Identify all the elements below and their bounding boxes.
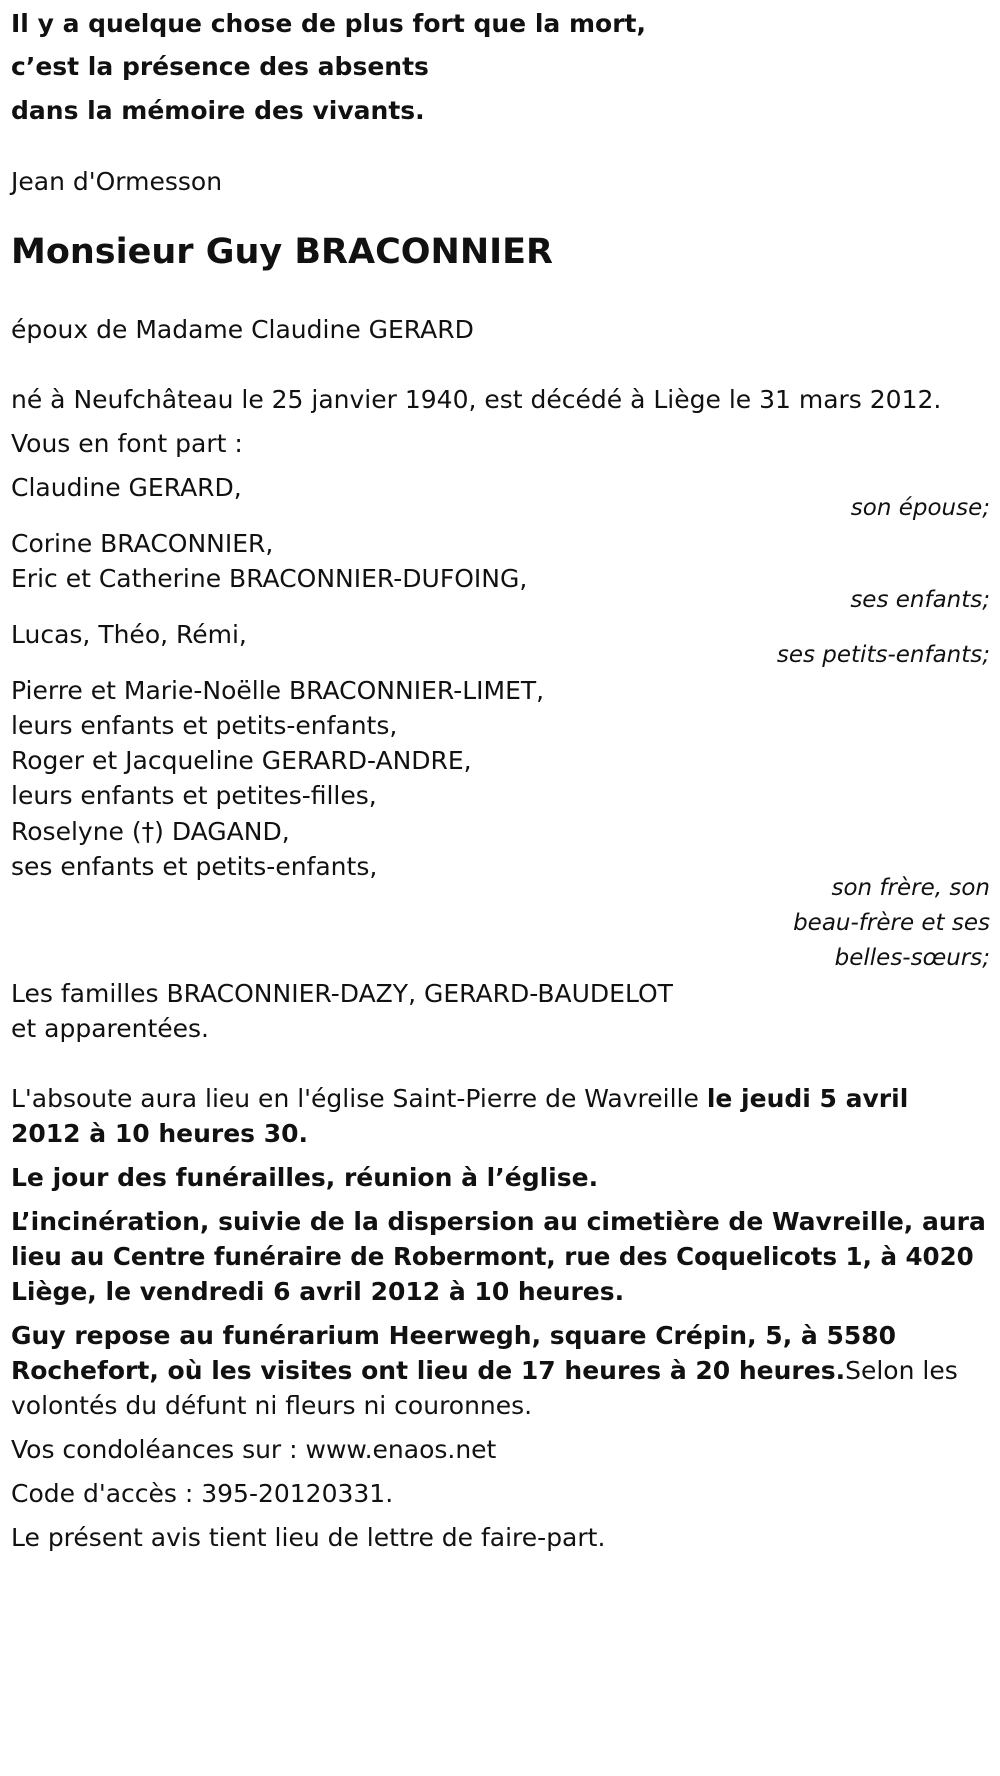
sibling-1: Pierre et Marie-Noëlle BRACONNIER-LIMET, bbox=[11, 676, 545, 705]
incineration-line-3: Liège, le vendredi 6 avril 2012 à 10 heures. bbox=[11, 1277, 625, 1306]
deceased-name: Monsieur Guy BRACONNIER bbox=[11, 232, 553, 272]
repose-line-2 bbox=[11, 1351, 958, 1391]
access-code-line: Code d'accès : 395-20120331. bbox=[11, 1479, 394, 1508]
wife-relation: son épouse; bbox=[850, 495, 990, 521]
siblings-relation-2: beau-frère et ses bbox=[793, 910, 990, 936]
repose-line-1: Guy repose au funérarium Heerwegh, square Crépin, 5, à 5580 bbox=[11, 1321, 897, 1350]
repose-line-3: volontés du défunt ni fleurs ni couronnes. bbox=[11, 1391, 533, 1420]
quote-author: Jean d'Ormesson bbox=[11, 167, 223, 196]
family-intro: Vous en font part : bbox=[11, 429, 243, 458]
sibling-1-desc: leurs enfants et petits-enfants, bbox=[11, 711, 398, 740]
incineration-line-1: L’incinération, suivie de la dispersion au cimetière de Wavreille, aura bbox=[11, 1207, 986, 1236]
grandchildren: Lucas, Théo, Rémi, bbox=[11, 620, 247, 649]
repose-wishes-start: Selon les bbox=[845, 1356, 958, 1385]
sibling-2-desc: leurs enfants et petites-filles, bbox=[11, 781, 377, 810]
spouse-line: époux de Madame Claudine GERARD bbox=[11, 315, 474, 344]
families-line-1: Les familles BRACONNIER-DAZY, GERARD-BAUDELOT bbox=[11, 979, 673, 1008]
child-1: Corine BRACONNIER, bbox=[11, 529, 274, 558]
siblings-relation-3: belles-sœurs; bbox=[834, 945, 990, 971]
children-relation: ses enfants; bbox=[850, 587, 990, 613]
quote-line-3: dans la mémoire des vivants. bbox=[11, 96, 425, 125]
sibling-3: Roselyne (†) DAGAND, bbox=[11, 817, 290, 846]
condolences-line: Vos condoléances sur : www.enaos.net bbox=[11, 1435, 497, 1464]
absoute-line-1 bbox=[11, 1079, 908, 1119]
wife-name: Claudine GERARD, bbox=[11, 473, 242, 502]
repose-visits: Rochefort, où les visites ont lieu de 17 heures à 20 heures. bbox=[11, 1356, 846, 1385]
reunion-line: Le jour des funérailles, réunion à l’église. bbox=[11, 1163, 599, 1192]
sibling-3-desc: ses enfants et petits-enfants, bbox=[11, 852, 378, 881]
siblings-relation-1: son frère, son bbox=[831, 875, 990, 901]
notice-line: Le présent avis tient lieu de lettre de faire-part. bbox=[11, 1523, 606, 1552]
quote-line-1: Il y a quelque chose de plus fort que la mort, bbox=[11, 9, 646, 38]
quote-line-2: c’est la présence des absents bbox=[11, 52, 429, 81]
sibling-2: Roger et Jacqueline GERARD-ANDRE, bbox=[11, 746, 472, 775]
absoute-line-2: 2012 à 10 heures 30. bbox=[11, 1119, 309, 1148]
grandchildren-relation: ses petits-enfants; bbox=[776, 642, 990, 668]
absoute-text: L'absoute aura lieu en l'église Saint-Pierre de Wavreille bbox=[11, 1084, 707, 1113]
families-line-2: et apparentées. bbox=[11, 1014, 209, 1043]
absoute-date: le jeudi 5 avril bbox=[706, 1084, 909, 1113]
incineration-line-2: lieu au Centre funéraire de Robermont, rue des Coquelicots 1, à 4020 bbox=[11, 1242, 974, 1271]
birth-death-line: né à Neufchâteau le 25 janvier 1940, est décédé à Liège le 31 mars 2012. bbox=[11, 385, 942, 414]
child-2: Eric et Catherine BRACONNIER-DUFOING, bbox=[11, 564, 528, 593]
